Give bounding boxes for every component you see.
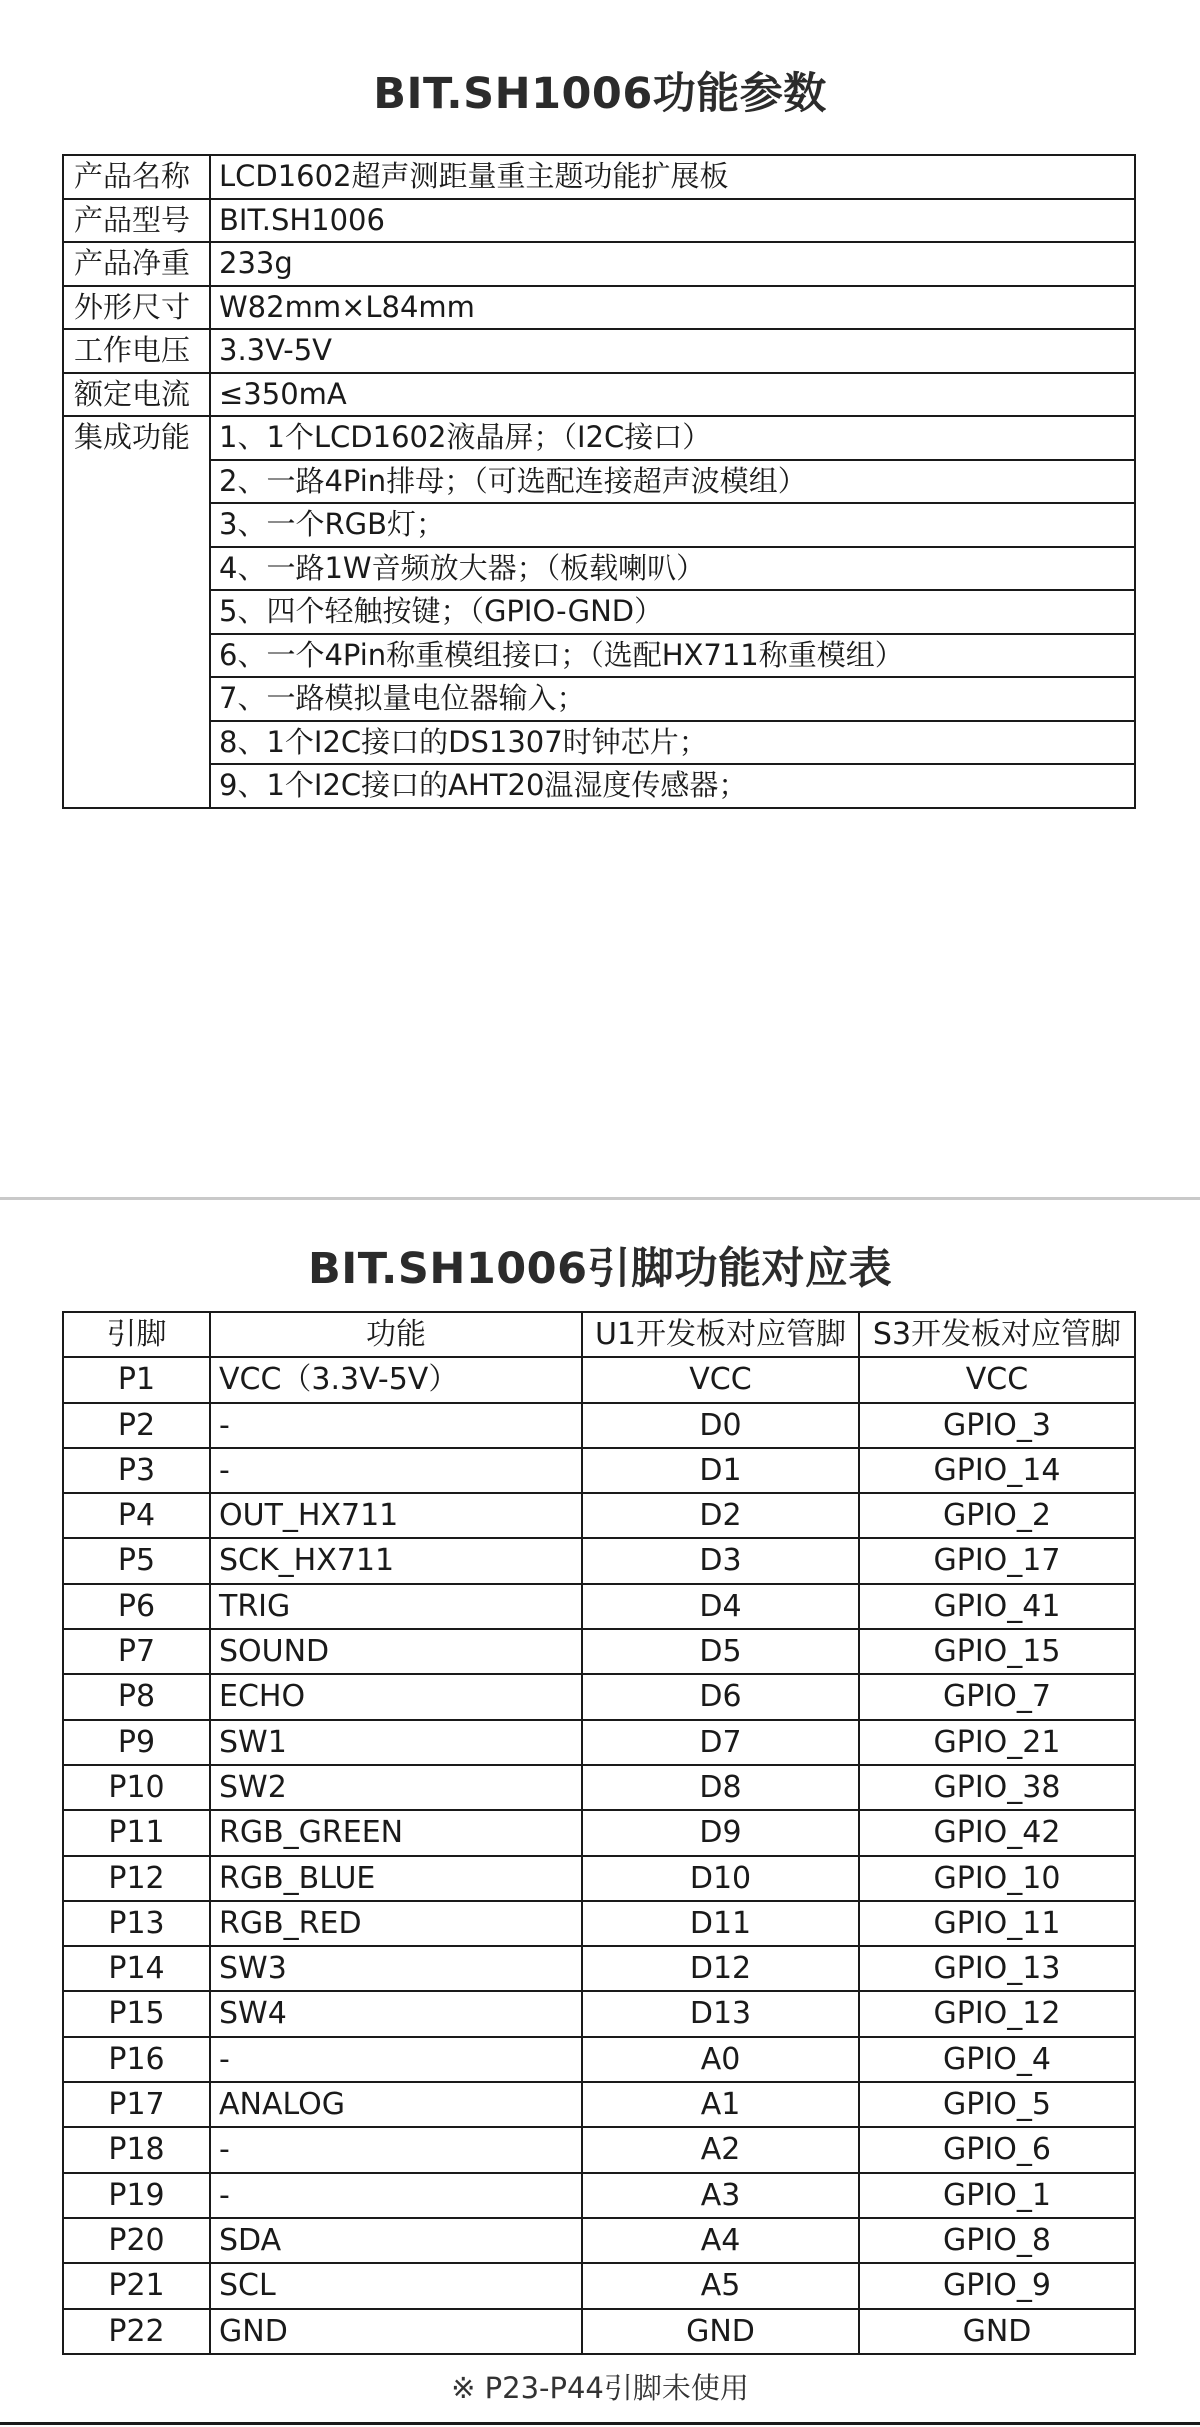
header-s3-pin: S3开发板对应管脚 [859,1312,1135,1357]
function-cell: SW1 [210,1720,582,1765]
spec-label: 额定电流 [63,373,210,417]
feature-row [63,503,1135,547]
feature-row [63,677,1135,721]
u1-pin-cell: D12 [582,1946,859,1991]
feature-item: 6、一个4Pin称重模组接口；（选配HX711称重模组） [210,634,1135,678]
u1-pin-cell: GND [582,2309,859,2354]
pinout-row [63,1629,1135,1674]
u1-pin-cell: A5 [582,2263,859,2308]
feature-row [63,416,1135,460]
spec-table [62,154,1136,809]
feature-row [63,634,1135,678]
u1-pin-cell: D11 [582,1901,859,1946]
pin-cell: P16 [63,2037,210,2082]
function-cell: RGB_GREEN [210,1810,582,1855]
pin-cell: P12 [63,1856,210,1901]
pinout-row [63,1991,1135,2036]
s3-pin-cell: GPIO_17 [859,1538,1135,1583]
pinout-row [63,1448,1135,1493]
pinout-row [63,1810,1135,1855]
section-divider [0,1197,1200,1200]
feature-row [63,721,1135,765]
spec-row [63,373,1135,417]
feature-item: 3、一个RGB灯； [210,503,1135,547]
function-cell: VCC（3.3V-5V） [210,1357,582,1402]
pin-cell: P17 [63,2082,210,2127]
s3-pin-cell: GPIO_21 [859,1720,1135,1765]
spec-value: BIT.SH1006 [210,199,1135,243]
pinout-row [63,2082,1135,2127]
feature-item: 8、1个I2C接口的DS1307时钟芯片； [210,721,1135,765]
function-cell: SW3 [210,1946,582,1991]
function-cell: - [210,2173,582,2218]
feature-row [63,590,1135,634]
s3-pin-cell: GPIO_13 [859,1946,1135,1991]
spec-label: 产品型号 [63,199,210,243]
feature-item: 9、1个I2C接口的AHT20温湿度传感器； [210,764,1135,808]
function-cell: OUT_HX711 [210,1493,582,1538]
pinout-title: BIT.SH1006引脚功能对应表 [307,1244,893,1294]
pinout-row [63,2037,1135,2082]
u1-pin-cell: A1 [582,2082,859,2127]
pinout-row [63,2218,1135,2263]
function-cell: GND [210,2309,582,2354]
u1-pin-cell: D6 [582,1674,859,1719]
feature-row [63,460,1135,504]
spec-title: BIT.SH1006功能参数 [373,69,827,119]
function-cell: RGB_RED [210,1901,582,1946]
function-cell: ANALOG [210,2082,582,2127]
header-u1-pin: U1开发板对应管脚 [582,1312,859,1357]
spec-value: LCD1602超声测距量重主题功能扩展板 [210,155,1135,199]
s3-pin-cell: GPIO_10 [859,1856,1135,1901]
pin-cell: P19 [63,2173,210,2218]
function-cell: SDA [210,2218,582,2263]
pinout-row [63,1538,1135,1583]
spec-row [63,199,1135,243]
u1-pin-cell: A4 [582,2218,859,2263]
pin-cell: P1 [63,1357,210,1402]
s3-pin-cell: GPIO_5 [859,2082,1135,2127]
u1-pin-cell: D13 [582,1991,859,2036]
pin-cell: P4 [63,1493,210,1538]
spec-label: 产品名称 [63,155,210,199]
pinout-row [63,1765,1135,1810]
unused-pins-note: ※ P23-P44引脚未使用 [451,2371,749,2405]
u1-pin-cell: A0 [582,2037,859,2082]
spec-value: 3.3V-5V [210,329,1135,373]
features-label: 集成功能 [63,416,210,808]
pinout-row [63,1946,1135,1991]
feature-item: 2、一路4Pin排母；（可选配连接超声波模组） [210,460,1135,504]
s3-pin-cell: GND [859,2309,1135,2354]
u1-pin-cell: A2 [582,2127,859,2172]
u1-pin-cell: VCC [582,1357,859,1402]
s3-pin-cell: GPIO_6 [859,2127,1135,2172]
u1-pin-cell: D0 [582,1403,859,1448]
s3-pin-cell: GPIO_8 [859,2218,1135,2263]
spec-label: 工作电压 [63,329,210,373]
feature-row [63,764,1135,808]
pinout-row [63,2263,1135,2308]
spec-row [63,155,1135,199]
feature-row [63,547,1135,591]
pinout-header-row [63,1312,1135,1357]
pin-cell: P14 [63,1946,210,1991]
pinout-row [63,2309,1135,2354]
u1-pin-cell: D2 [582,1493,859,1538]
s3-pin-cell: GPIO_41 [859,1584,1135,1629]
s3-pin-cell: GPIO_38 [859,1765,1135,1810]
spec-row [63,242,1135,286]
pinout-row [63,1584,1135,1629]
function-cell: SW4 [210,1991,582,2036]
pinout-row [63,1493,1135,1538]
s3-pin-cell: GPIO_7 [859,1674,1135,1719]
function-cell: - [210,1403,582,1448]
pinout-row [63,1403,1135,1448]
s3-pin-cell: GPIO_4 [859,2037,1135,2082]
pin-cell: P5 [63,1538,210,1583]
feature-item: 7、一路模拟量电位器输入； [210,677,1135,721]
pin-cell: P7 [63,1629,210,1674]
pinout-row [63,1720,1135,1765]
spec-value: 233g [210,242,1135,286]
function-cell: TRIG [210,1584,582,1629]
function-cell: - [210,2127,582,2172]
s3-pin-cell: GPIO_12 [859,1991,1135,2036]
function-cell: SCK_HX711 [210,1538,582,1583]
spec-row [63,329,1135,373]
feature-item: 4、一路1W音频放大器；（板载喇叭） [210,547,1135,591]
pinout-table [62,1311,1136,2355]
u1-pin-cell: D10 [582,1856,859,1901]
pin-cell: P13 [63,1901,210,1946]
header-function: 功能 [210,1312,582,1357]
u1-pin-cell: D7 [582,1720,859,1765]
pinout-row [63,1674,1135,1719]
pin-cell: P9 [63,1720,210,1765]
s3-pin-cell: GPIO_11 [859,1901,1135,1946]
feature-item: 1、1个LCD1602液晶屏；（I2C接口） [210,416,1135,460]
s3-pin-cell: GPIO_42 [859,1810,1135,1855]
pinout-row [63,2127,1135,2172]
s3-pin-cell: GPIO_15 [859,1629,1135,1674]
pin-cell: P21 [63,2263,210,2308]
function-cell: RGB_BLUE [210,1856,582,1901]
u1-pin-cell: D3 [582,1538,859,1583]
spec-label: 产品净重 [63,242,210,286]
pinout-row [63,2173,1135,2218]
spec-value: ≤350mA [210,373,1135,417]
function-cell: SOUND [210,1629,582,1674]
pin-cell: P6 [63,1584,210,1629]
s3-pin-cell: GPIO_3 [859,1403,1135,1448]
spec-value: W82mm×L84mm [210,286,1135,330]
pin-cell: P8 [63,1674,210,1719]
bottom-rule [0,2422,1200,2425]
s3-pin-cell: GPIO_2 [859,1493,1135,1538]
pinout-row [63,1901,1135,1946]
u1-pin-cell: A3 [582,2173,859,2218]
s3-pin-cell: GPIO_1 [859,2173,1135,2218]
pin-cell: P10 [63,1765,210,1810]
pin-cell: P15 [63,1991,210,2036]
u1-pin-cell: D8 [582,1765,859,1810]
pin-cell: P20 [63,2218,210,2263]
spec-row [63,286,1135,330]
function-cell: - [210,2037,582,2082]
pinout-row [63,1856,1135,1901]
function-cell: SW2 [210,1765,582,1810]
pinout-row [63,1357,1135,1402]
pin-cell: P18 [63,2127,210,2172]
s3-pin-cell: GPIO_9 [859,2263,1135,2308]
pin-cell: P11 [63,1810,210,1855]
function-cell: ECHO [210,1674,582,1719]
u1-pin-cell: D4 [582,1584,859,1629]
pin-cell: P22 [63,2309,210,2354]
header-pin: 引脚 [63,1312,210,1357]
feature-item: 5、四个轻触按键；（GPIO-GND） [210,590,1135,634]
pin-cell: P3 [63,1448,210,1493]
s3-pin-cell: GPIO_14 [859,1448,1135,1493]
pin-cell: P2 [63,1403,210,1448]
u1-pin-cell: D5 [582,1629,859,1674]
function-cell: - [210,1448,582,1493]
s3-pin-cell: VCC [859,1357,1135,1402]
u1-pin-cell: D1 [582,1448,859,1493]
spec-label: 外形尺寸 [63,286,210,330]
u1-pin-cell: D9 [582,1810,859,1855]
function-cell: SCL [210,2263,582,2308]
